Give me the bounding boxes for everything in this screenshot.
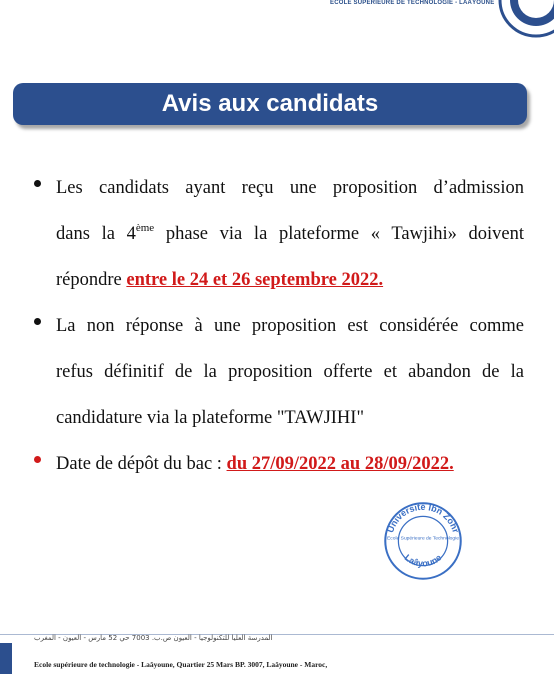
svg-text:Laâyoune (403, 552, 444, 568)
bullet-icon (34, 456, 41, 463)
stamp-city: Laâyoune (402, 552, 444, 569)
notice-text: Date de dépôt du bac : (56, 454, 227, 474)
notice-content (34, 170, 524, 492)
stamp-inner-text: Ecole Supérieure de Technologie (387, 536, 459, 542)
svg-text:Université Ibn Zohr (385, 502, 461, 535)
notice-line: candidature via la plateforme "TAWJIHI" (56, 408, 365, 428)
footer-arabic-address: المدرسة العليا للتكنولوجيا - العيون ص.ب. 3007 حي 25 مارس - العيون - المغرب (34, 634, 273, 642)
deposit-dates: du 27/09/2022 au 28/09/2022. (226, 454, 454, 474)
response-dates: entre le 24 et 26 septembre 2022. (126, 270, 384, 290)
ordinal-suffix: ème (135, 222, 155, 234)
stamp-outer-text: Université Ibn Zohr (385, 501, 461, 534)
notice-item-admission (34, 170, 524, 308)
page-title: Avis aux candidats (161, 90, 379, 117)
notice-item-no-response (34, 308, 524, 446)
header-school-name: ECOLE SUPERIEURE DE TECHNOLOGIE - LAÂYOUNE (330, 0, 495, 6)
title-banner (13, 83, 527, 125)
notice-line (56, 446, 524, 492)
footer-address: Ecole supérieure de technologie - Laâyoune, Quartier 25 Mars BP. 3007, Laâyoune - Maroc, (34, 660, 328, 669)
notice-line: refus définitif de la proposition offerte et abandon de la (56, 362, 524, 382)
footer-accent-bar (0, 643, 12, 674)
notice-text: dans la 4 (56, 224, 136, 244)
notice-text: répondre (56, 270, 127, 290)
bullet-icon (34, 180, 41, 187)
notice-text: phase via la plateforme « Tawjihi» doivent (154, 224, 524, 244)
notice-line: La non réponse à une proposition est considérée comme (56, 316, 524, 336)
notice-line: Les candidats ayant reçu une proposition d’admission (56, 178, 524, 198)
bullet-icon (34, 318, 41, 325)
school-stamp (382, 500, 464, 582)
notice-item-bac-deposit (34, 446, 524, 492)
notice-line (56, 216, 524, 262)
notice-line (56, 262, 524, 308)
university-logo (496, 0, 554, 40)
